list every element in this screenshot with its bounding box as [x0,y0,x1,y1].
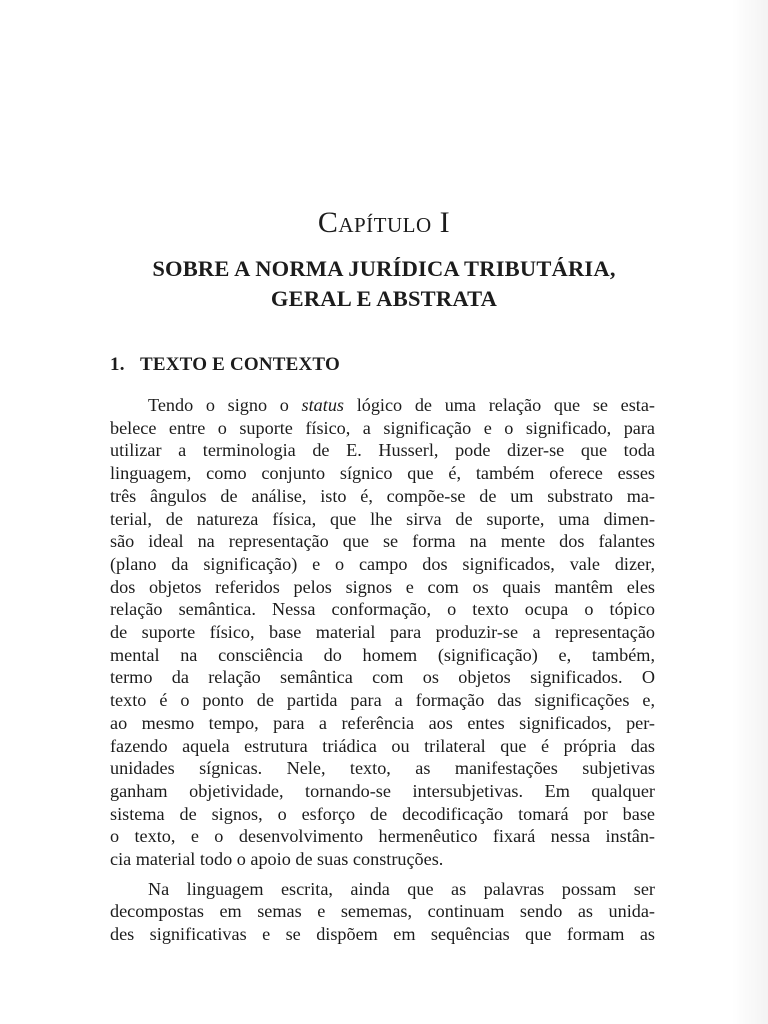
text-line: são ideal na representação que se forma na mente dos falantes [110,531,655,552]
text-line: linguagem, como conjunto sígnico que é, também oferece esses [110,463,655,484]
text-line: des significativas e se dispõem em sequências que formam as [110,924,655,945]
italic-term: status [301,395,344,415]
text-line: fazendo aquela estrutura triádica ou trilateral que é própria das [110,735,655,756]
text-line: ao mesmo tempo, para a referência aos entes significados, per- [110,712,655,733]
text-line: belece entre o suporte físico, a significação e o significado, para [110,417,655,438]
text-line: termo da relação semântica com os objetos significados. O [110,667,655,688]
text-line: cia material todo o apoio de suas construções. [110,849,444,870]
body-text [110,394,655,953]
chapter-title [0,254,768,314]
text-line: dos objetos referidos pelos signos e com os quais mantêm eles [110,576,655,597]
text-line: de suporte físico, base material para produzir-se a representação [110,622,655,643]
text-line: utilizar a terminologia de E. Husserl, pode dizer-se que toda [110,440,655,461]
text-line: três ângulos de análise, isto é, compõe-se de um substrato ma- [110,485,655,506]
chapter-title-line-1: SOBRE A NORMA JURÍDICA TRIBUTÁRIA, [152,256,616,281]
section-number: 1. [110,354,125,375]
text-line: terial, de natureza física, que lhe sirva de suporte, uma dimen- [110,508,655,529]
text-line: ganham objetividade, tornando-se intersubjetivas. Em qualquer [110,780,655,801]
paragraph [110,878,655,946]
text-line: o texto, e o desenvolvimento hermenêutico fixará nessa instân- [110,826,655,847]
page-edge-shadow [732,0,768,1024]
text-line: sistema de signos, o esforço de decodificação tomará por base [110,803,655,824]
paragraph [110,394,655,871]
section-heading [110,354,340,376]
text-line: relação semântica. Nessa conformação, o texto ocupa o tópico [110,599,655,620]
text-line: decompostas em semas e sememas, continuam sendo as unida- [110,901,655,922]
text-line: texto é o ponto de partida para a formação das significações e, [110,690,655,711]
text-line: (plano da significação) e o campo dos significados, vale dizer, [110,553,655,574]
text-line: Na linguagem escrita, ainda que as palavras possam ser [148,878,655,899]
chapter-title-line-2: GERAL E ABSTRATA [270,286,498,311]
section-title: TEXTO E CONTEXTO [140,354,340,375]
chapter-label: Capítulo I [317,206,451,239]
text-line: unidades sígnicas. Nele, texto, as manifestações subjetivas [110,758,655,779]
text-line: Tendo o signo o status lógico de uma relação que se esta- [148,395,655,415]
text-line: mental na consciência do homem (significação) e, também, [110,644,655,665]
